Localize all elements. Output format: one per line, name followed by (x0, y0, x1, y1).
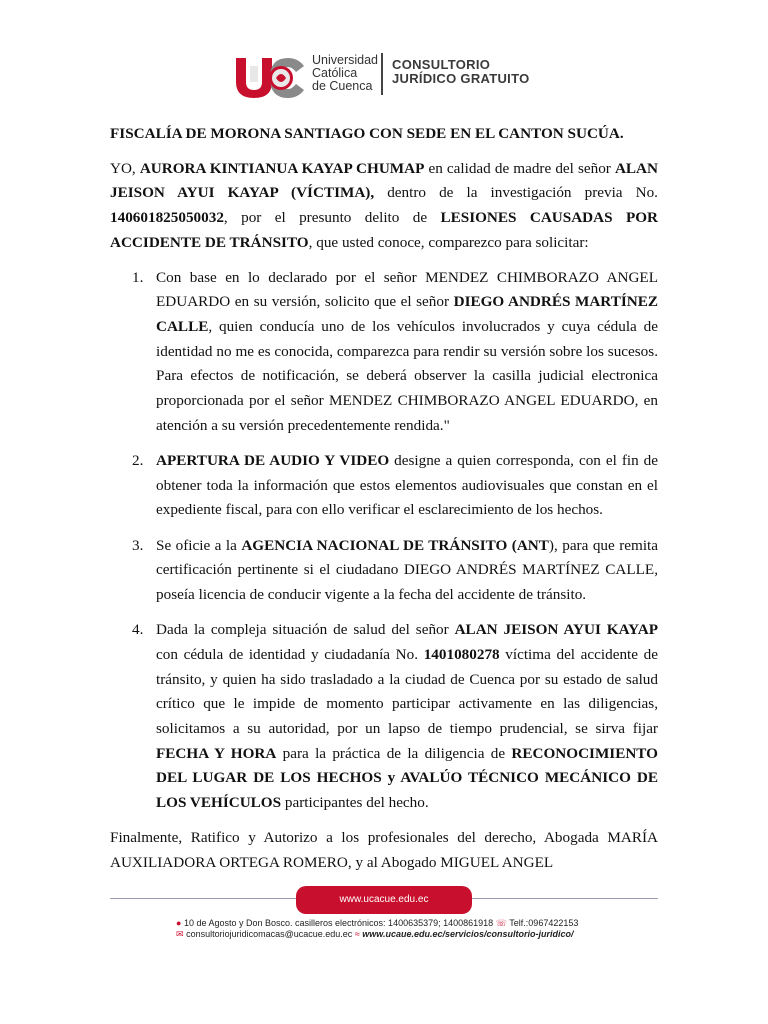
university-name-line: de Cuenca (312, 79, 373, 93)
item-text: participantes del hecho. (281, 794, 429, 812)
item-text: Dada la compleja situación de salud del señor (156, 621, 455, 639)
footer-address-line (176, 918, 578, 929)
item-text: con cédula de identidad y ciudadanía No. (156, 645, 424, 663)
intro-bold: 140601825050032 (110, 209, 224, 227)
item-text: designe a quien corresponda, con el fin de obtener toda la información que estos elementos audiovisuales que constan en el expediente fiscal, para con ello verificar el esclarecimiento de los hechos. (156, 451, 658, 519)
university-name-line: Católica (312, 66, 358, 80)
item-text: para la práctica de la diligencia de (276, 744, 512, 762)
footer-url[interactable]: www.ucaue.edu.ec/servicios/consultorio-juridico/ (362, 929, 574, 939)
item-text: víctima del accidente de tránsito, y quien ha sido trasladado a la ciudad de Cuenca por su estado de salud crítico que le impide de momento participar activamente en las diligencias, solicitamos a su autoridad, por un lapso de tiempo prudencial, se sirva fijar (156, 645, 658, 737)
item-bold: ALAN JEISON AYUI KAYAP (454, 621, 658, 639)
intro-text: en calidad de madre del señor (424, 159, 615, 177)
item-bold: FECHA Y HORA (156, 744, 277, 762)
request-list (110, 266, 658, 816)
page-footer (0, 886, 768, 946)
intro-bold: AURORA KINTIANUA KAYAP CHUMAP (139, 159, 425, 177)
list-item (110, 534, 658, 608)
footer-email[interactable]: consultoriojuridicomacas@ucacue.edu.ec (186, 929, 353, 939)
item-text: Se oficie a la (156, 536, 242, 554)
letterhead (0, 48, 768, 108)
location-pin-icon: ● (176, 918, 182, 928)
footer-address: 10 de Agosto y Don Bosco. casilleros electrónicos: 1400635379; 1400861918 (183, 918, 494, 928)
intro-bold: ALAN JEISON AYUI KAYAP (VÍCTIMA), (110, 159, 658, 202)
item-text: , quien conducía uno de los vehículos involucrados y cuya cédula de identidad no me es conocida, comparezca para rendir su versión sobre los sucesos. Para efectos de notificación, se deberá observer la casilla judicial electronica proporcionada por el señor MENDEZ CHIMBORAZO ANGEL EDUARDO, en atención a su versión precedentemente rendida." (156, 317, 658, 434)
intro-text: dentro de la investigación previa No. (374, 184, 658, 202)
item-text: Con base en lo declarado por el señor MENDEZ CHIMBORAZO ANGEL EDUARDO en su versión, solicito que el señor (156, 268, 658, 311)
item-bold: AGENCIA NACIONAL DE TRÁNSITO (ANT (241, 536, 549, 554)
header-divider (381, 53, 383, 95)
intro-paragraph (110, 157, 658, 256)
document-body (110, 122, 658, 876)
footer-contact-line (176, 929, 574, 940)
list-number: 2. (132, 451, 144, 469)
list-number: 4. (132, 621, 144, 639)
intro-bold: LESIONES CAUSADAS POR ACCIDENTE DE TRÁNSITO (110, 209, 658, 251)
consultorio-line: JURÍDICO GRATUITO (392, 71, 530, 86)
closing-paragraph: Finalmente, Ratifico y Autorizo a los profesionales del derecho, Abogada MARÍA AUXILIADORA ORTEGA ROMERO, y al Abogado MIGUEL ANGEL (110, 829, 658, 871)
item-bold: DIEGO ANDRÉS MARTÍNEZ CALLE (156, 293, 658, 335)
addressee-title-text: FISCALÍA DE MORONA SANTIAGO CON SEDE EN EL CANTON SUCÚA. (110, 125, 624, 142)
item-bold: RECONOCIMIENTO DEL LUGAR DE LOS HECHOS y AVALÚO TÉCNICO MECÁNICO DE LOS VEHÍCULOS (156, 744, 658, 812)
list-item (110, 449, 658, 523)
consultorio-line: CONSULTORIO (392, 57, 491, 72)
list-item (110, 266, 658, 439)
list-item (110, 618, 658, 816)
university-name (312, 54, 378, 93)
list-number: 1. (132, 268, 144, 286)
consultorio-name (392, 58, 530, 86)
phone-icon: ☏ (495, 918, 507, 928)
intro-text: , por el presunto delito de (223, 209, 441, 227)
list-number: 3. (132, 536, 144, 554)
item-bold: 1401080278 (423, 645, 500, 663)
website-pill[interactable]: www.ucacue.edu.ec (296, 886, 472, 914)
addressee-title (110, 122, 658, 147)
wifi-icon: ≈ (354, 929, 360, 939)
intro-text: YO, (110, 159, 140, 177)
footer-phone: Telf.:0967422153 (509, 918, 579, 928)
email-icon: ✉ (176, 929, 184, 939)
item-bold: APERTURA DE AUDIO Y VIDEO (156, 451, 390, 469)
intro-text: , que usted conoce, comparezco para solicitar: (308, 233, 589, 251)
university-name-line: Universidad (312, 53, 379, 67)
item-text: ), para que remita certificación pertinente si el ciudadano DIEGO ANDRÉS MARTÍNEZ CALLE, poseía licencia de conducir vigente a la fecha del accidente de tránsito. (156, 536, 658, 603)
university-logo (234, 54, 306, 100)
